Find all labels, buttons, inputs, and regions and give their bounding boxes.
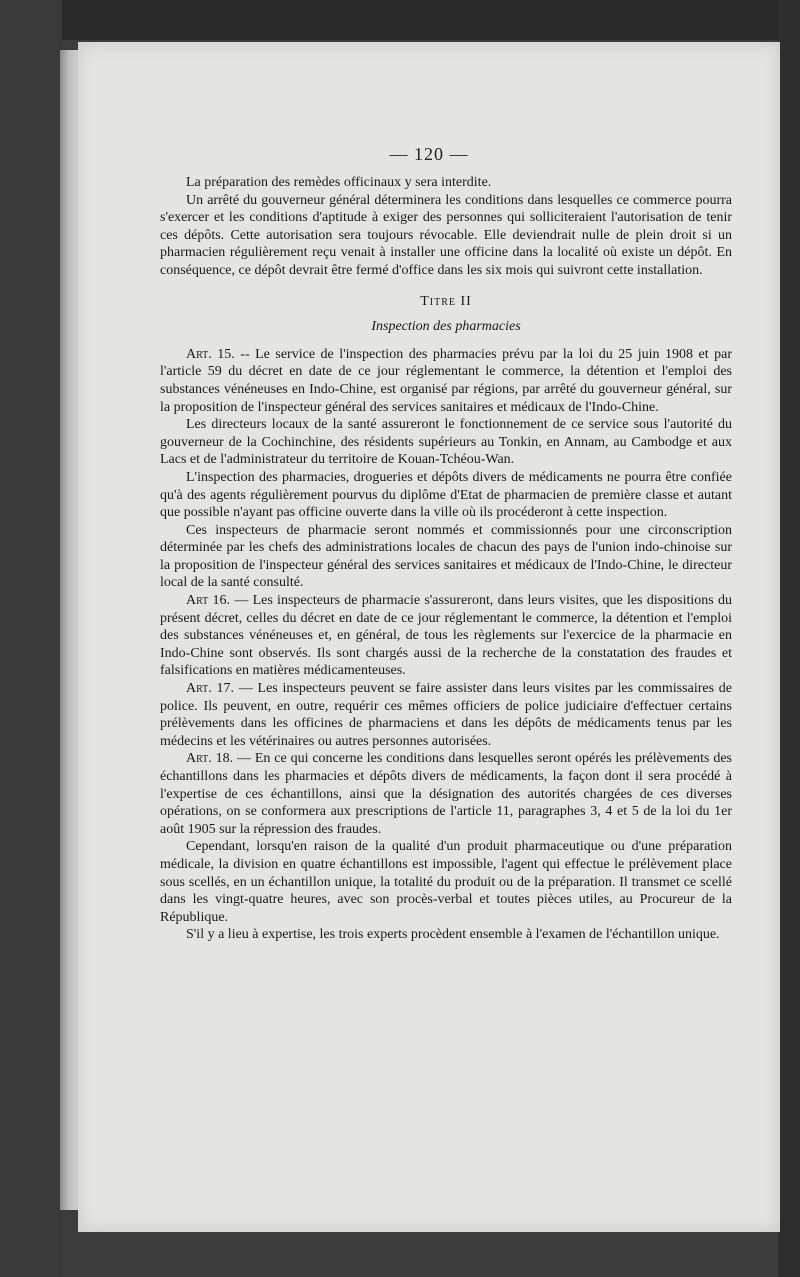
intro-paragraph-1: La préparation des remèdes officinaux y sera interdite. [186,175,492,190]
article-18-label: Art. 18. [186,751,234,767]
section-subtitle: Inspection des pharmacies [371,319,521,335]
article-16-text: — Les inspecteurs de pharmacie s'assureront, dans leurs visites, que les dispositions du présent décret, celles du décret en date de ce jour réglementant le commerce, la détention et l'emploi des substances vénéneuses et, en général, de tous les règlements sur l'exercice de la pharmacie en Indo-Chine sont observés. Ils sont chargés aussi de la recherche de la constatation des fraudes et falsifications en matières médicamenteuses. [160,593,732,679]
page-number: — 120 — [389,144,469,164]
article-17-label: Art. 17. [186,681,235,697]
article-16-label: Art 16. [186,593,231,609]
intro-paragraph-2: Un arrêté du gouverneur général déterminera les conditions dans lesquelles ce commerce pourra s'exercer et les conditions d'aptitude à exiger des personnes qui solliciteraient l'autorisation de tenir ces dépôts. Cette autorisation sera toujours révocable. Elle deviendrait nulle de plein droit si un pharmacien régulièrement reçu venait à installer une officine dans la localité où existe un dépôt. En conséquence, ce dépôt devrait être fermé d'office dans les six mois qui suivront cette installation. [160,192,732,278]
article-18 [160,750,732,838]
scan-backdrop-right [778,0,800,1277]
page-body [160,174,732,944]
article-15-paragraph-3: L'inspection des pharmacies, drogueries et dépôts divers de médicaments ne pourra être confiée qu'à des agents régulièrement pourvus du diplôme d'Etat de pharmacien de première classe et autant que possible n'ayant pas officine ouverte dans la ville où ils procéderont à cette inspection. [160,469,732,521]
article-15-text: -- Le service de l'inspection des pharmacies prévu par la loi du 25 juin 1908 et par l'article 59 du décret en date de ce jour réglementant le commerce, la détention et l'emploi des substances vénéneuses en Indo-Chine, est organisé par régions, par arrêté du gouverneur général, sur la proposition de l'inspecteur général des services sanitaires et médicaux de l'Indo-Chine. [160,346,732,415]
article-17-text: — Les inspecteurs peuvent se faire assister dans leurs visites par les commissaires de police. Ils peuvent, en outre, requérir ces mêmes officiers de police judiciaire d'effectuer certains prélèvements dans les officines de pharmaciens et dans les dépôts de médicaments tenus par les médecins et les vétérinaires ou autres personnes autorisées. [160,681,732,749]
article-16 [160,592,732,680]
article-15-paragraph-2: Les directeurs locaux de la santé assureront le fonctionnement de ce service sous l'autorité du gouverneur de la Cochinchine, des résidents supérieurs au Tonkin, en Annam, au Cambodge et aux Lacs et de l'administrateur du territoire de Kouan-Tchéou-Wan. [160,417,732,468]
article-18-paragraph-3: S'il y a lieu à expertise, les trois experts procèdent ensemble à l'examen de l'échantillon unique. [186,927,720,943]
scan-backdrop-left [0,0,62,1277]
article-15-label: Art. 15. [186,346,235,362]
article-15 [160,346,732,416]
article-18-text: — En ce qui concerne les conditions dans lesquelles seront opérés les prélèvements des échantillons dans les pharmacies et dépôts divers de médicaments, la façon dont il sera procédé à l'expertise de ces échantillons, ainsi que la désignation des autorités chargées de ces diverses opérations, on se conformera aux prescriptions de l'article 11, paragraphes 3, 4 et 5 de la loi du 1er août 1905 sur la répression des fraudes. [160,751,732,837]
article-18-paragraph-2: Cependant, lorsqu'en raison de la qualité d'un produit pharmaceutique ou d'une préparation médicale, la division en quatre échantillons est impossible, l'agent qui effectue le prélèvement place sous scellés, en un échantillon unique, la totalité du produit ou de la préparation. Il transmet ce scellé dans les vingt-quatre heures, avec son procès-verbal et toutes pièces utiles, au Procureur de la République. [160,839,732,925]
document-page [78,42,780,1232]
article-15-paragraph-4: Ces inspecteurs de pharmacie seront nommés et commissionnés pour une circonscription déterminée par les chefs des administrations locales de chacun des pays de l'union indo-chinoise sur la proposition de l'inspecteur général des services sanitaires et médicaux de l'Indo-Chine, le directeur local de la santé consulté. [160,522,732,591]
article-17 [160,680,732,750]
scan-backdrop-top [0,0,800,40]
section-title: Titre II [420,293,472,309]
